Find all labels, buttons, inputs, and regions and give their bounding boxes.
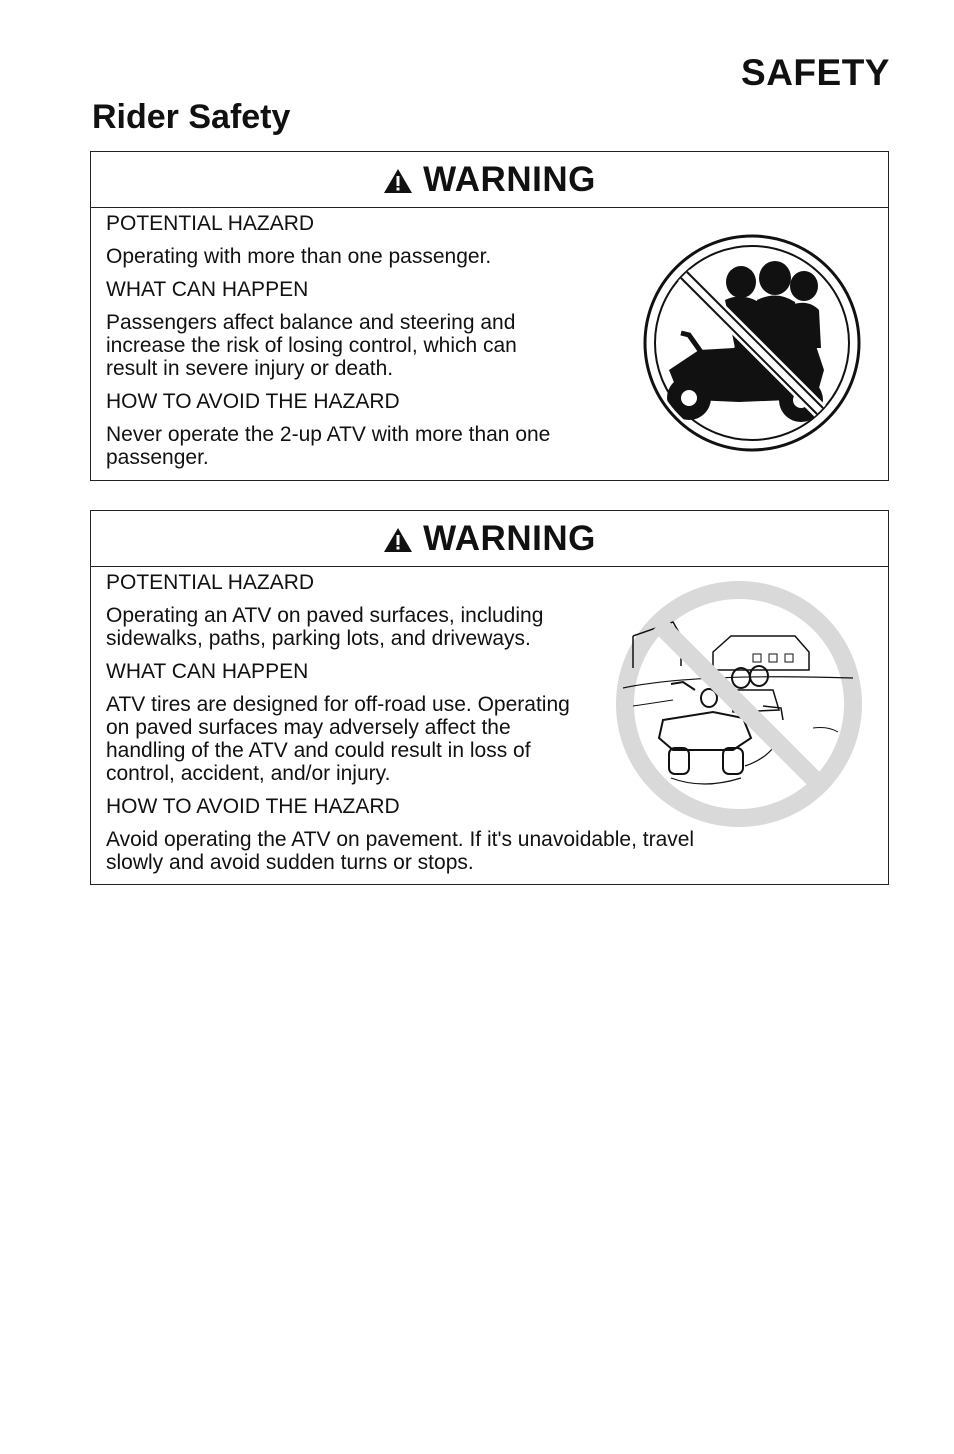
warning-box [90, 151, 889, 481]
no-pavement-riding-icon [613, 578, 865, 830]
warning-label: WARNING [423, 159, 596, 199]
happen-label: WHAT CAN HAPPEN [106, 660, 309, 683]
happen-text: Passengers affect balance and steering and increase the risk of losing control, which can result in severe injury or death. [106, 311, 517, 380]
warning-body [91, 208, 888, 469]
warning-body [91, 567, 888, 874]
avoid-label: HOW TO AVOID THE HAZARD [106, 795, 400, 818]
section-header: SAFETY [741, 52, 890, 93]
hazard-text: Operating an ATV on paved surfaces, including sidewalks, paths, parking lots, and driveways. [106, 604, 544, 650]
hazard-text: Operating with more than one passenger. [106, 245, 492, 268]
page-title: Rider Safety [92, 98, 291, 136]
happen-text: ATV tires are designed for off-road use. Operating on paved surfaces may adversely affect the handling of the ATV and could result in loss of control, accident, and/or injury. [106, 693, 570, 785]
happen-label: WHAT CAN HAPPEN [106, 278, 309, 301]
no-extra-passengers-icon [639, 230, 865, 456]
avoid-text: Never operate the 2-up ATV with more than one passenger. [106, 423, 551, 469]
hazard-label: POTENTIAL HAZARD [106, 212, 315, 235]
avoid-text: Avoid operating the ATV on pavement. If it's unavoidable, travel slowly and avoid sudden turns or stops. [106, 828, 695, 874]
warning-heading [91, 152, 888, 208]
warning-triangle-icon [383, 527, 413, 553]
warning-heading [91, 511, 888, 567]
hazard-label: POTENTIAL HAZARD [106, 571, 315, 594]
warning-label: WARNING [423, 518, 596, 558]
warning-box [90, 510, 889, 885]
avoid-label: HOW TO AVOID THE HAZARD [106, 390, 400, 413]
warning-triangle-icon [383, 168, 413, 194]
